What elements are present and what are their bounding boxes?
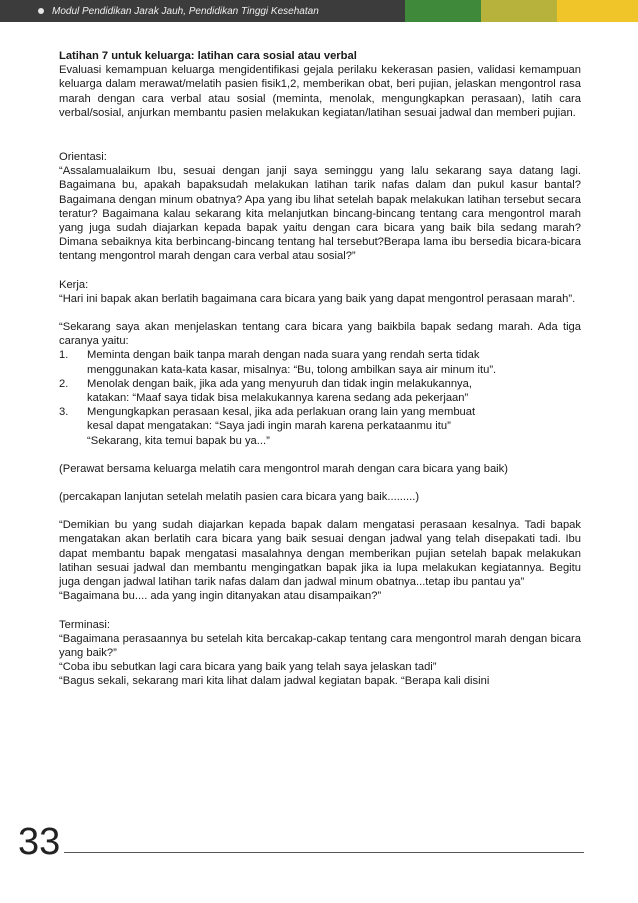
page-header [0, 0, 638, 22]
perawat-note: (Perawat bersama keluarga melatih cara mengontrol marah dengan cara bicara yang baik) [59, 462, 508, 475]
list-item [59, 377, 581, 405]
list-line: katakan: “Maaf saya tidak bisa melakukannya karena sedang ada pekerjaan” [87, 392, 469, 405]
lanjutan-note: (percakapan lanjutan setelah melatih pasien cara bicara yang baik.........) [59, 491, 420, 504]
list-line: “Sekarang, kita temui bapak bu ya...” [87, 434, 270, 447]
kerja-paragraph-2: “Sekarang saya akan menjelaskan tentang cara bicara yang baikbila bapak sedang marah. Ada tiga caranya yaitu: [59, 321, 581, 348]
header-title: Modul Pendidikan Jarak Jauh, Pendidikan Tinggi Kesehatan [52, 5, 319, 17]
header-color-block-olive [481, 0, 557, 22]
kerja-label: Kerja: [59, 278, 89, 291]
document-body [59, 49, 581, 689]
orientasi-paragraph: “Assalamualaikum Ibu, sesuai dengan janji saya seminggu yang lalu sekarang saya datang lagi. Bagaimana bu, apakah bapaksudah melakukan latihan tarik nafas dalam dan pukul kasur bantal?Bagaimana dengan minum obatnya? Apa yang ibu lihat setelah bapak melakukan latihan tersebut secara teratur? Bagaimana kalau sekarang kita melanjutkan bincang-bincang tentang cara mengontrol marah yang juga sudah diajarkan kepada bapak yaitu dengan cara bicara yang baik bila sedang marah? Dimana sebaiknya kita berbincang-bincang tentang hal tersebut?Berapa lama ibu bersedia bicara-bicara tentang mengontrol marah dengan cara verbal atau sosial?” [59, 165, 581, 263]
list-number: 3. [59, 406, 69, 419]
list-line: kesal dapat mengatakan: “Saya jadi ingin marah karena perkataanmu itu” [87, 420, 451, 433]
bullet-icon [38, 8, 44, 14]
list-item [59, 348, 581, 376]
terminasi-line: “Coba ibu sebutkan lagi cara bicara yang baik yang telah saya jelaskan tadi” [59, 661, 437, 674]
list-line: menggunakan kata-kata kasar, misalnya: “Bu, tolong ambilkan saya air minum itu”. [87, 363, 497, 376]
section-title: Latihan 7 untuk keluarga: latihan cara sosial atau verbal [59, 50, 357, 62]
steps-list [59, 348, 581, 447]
terminasi-line: “Bagus sekali, sekarang mari kita lihat dalam jadwal kegiatan bapak. “Berapa kali disini [59, 675, 490, 688]
header-color-block-green [405, 0, 481, 22]
list-item [59, 405, 581, 448]
footer-divider [64, 852, 584, 853]
page-number: 33 [18, 821, 61, 863]
list-line: Mengungkapkan perasaan kesal, jika ada perlakuan orang lain yang membuat [87, 406, 476, 419]
list-line: Meminta dengan baik tanpa marah dengan nada suara yang rendah serta tidak [87, 349, 480, 362]
terminasi-line: “Bagaimana perasaannya bu setelah kita bercakap-cakap tentang cara mengontrol marah dengan bicara yang baik?” [59, 632, 581, 659]
demikian-paragraph: “Demikian bu yang sudah diajarkan kepada bapak dalam mengatasi perasaan kesalnya. Tadi bapak mengatakan akan berlatih cara bicara yang baik sesuai dengan jadwal yang telah disepakati tadi. Ibu dapat membantu bapak mengatasi masalahnya dengan memberikan pujian setelah bapak melakukan latihan sesuai jadwal dan membantu mengingatkan bapak jika ia lupa melakukan kegiatannya. Begitu juga dengan jadwal latihan tarik nafas dalam dan jadwal minum obatnya...tetap ibu pantau ya” [59, 519, 581, 589]
orientasi-label: Orientasi: [59, 151, 107, 164]
bagaimana-line: “Bagaimana bu.... ada yang ingin ditanyakan atau disampaikan?” [59, 590, 382, 603]
header-bar [0, 0, 405, 22]
intro-paragraph: Evaluasi kemampuan keluarga mengidentifikasi gejala perilaku kekerasan pasien, validasi kemampuan keluarga dalam merawat/melatih pasien fisik1,2, memberikan obat, beri pujian, jelaskan mengontrol rasa marah dengan cara verbal atau sosial (meminta, menolak, mengungkapkan perasaan), latih cara verbal/sosial, anjurkan membantu pasien melakukan kegiatan/latihan sesuai jadwal dan memberi pujian. [59, 64, 581, 119]
kerja-paragraph: “Hari ini bapak akan berlatih bagaimana cara bicara yang baik yang dapat mengontrol perasaan marah”. [59, 292, 576, 305]
list-number: 2. [59, 377, 69, 390]
terminasi-label: Terminasi: [59, 618, 110, 631]
list-line: Menolak dengan baik, jika ada yang menyuruh dan tidak ingin melakukannya, [87, 377, 472, 390]
list-number: 1. [59, 349, 69, 362]
header-color-block-yellow [557, 0, 638, 22]
